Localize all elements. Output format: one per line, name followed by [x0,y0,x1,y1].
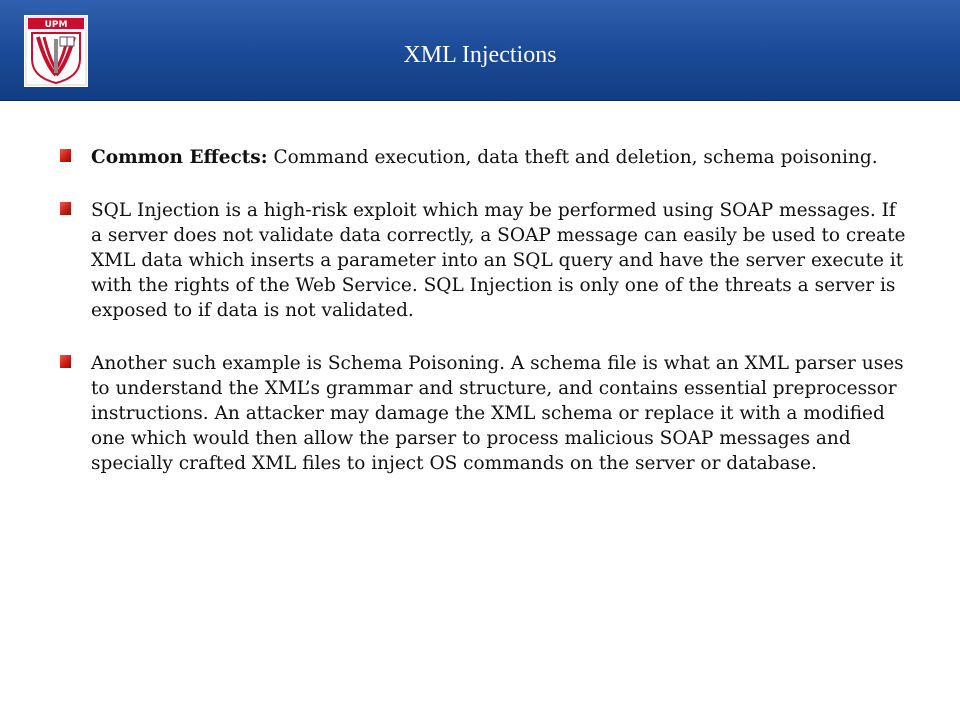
slide-header [0,0,960,101]
slide-title: XML Injections [403,42,557,68]
logo-text: UPM [44,20,68,30]
bullet-body: SQL Injection is a high-risk exploit which may be performed using SOAP messages. If a server does not validate data correctly, a SOAP message can easily be used to create XML data which inserts a parameter into an SQL query and have the server execute it with the rights of the Web Service. SQL Injection is only one of the threats a server is exposed to if data is not validated. [91,200,906,321]
bullet-item-sql-injection [60,198,910,323]
bullet-body: Another such example is Schema Poisoning. A schema file is what an XML parser uses to understand the XML’s grammar and structure, and contains essential preprocessor instructions. An attacker may damage the XML schema or replace it with a modified one which would then allow the parser to process malicious SOAP messages and specially crafted XML files to inject OS commands on the server or database. [91,353,904,474]
bullet-item-schema-poisoning [60,351,910,476]
bullet-body: Command execution, data theft and deletion, schema poisoning. [267,147,878,168]
red-square-bullet-icon [60,202,71,215]
red-square-bullet-icon [60,149,71,162]
bullet-label: Common Effects: [91,147,268,168]
bullet-list [60,145,910,476]
bullet-text [91,145,910,170]
red-square-bullet-icon [60,355,71,368]
bullet-item-common-effects [60,145,910,170]
